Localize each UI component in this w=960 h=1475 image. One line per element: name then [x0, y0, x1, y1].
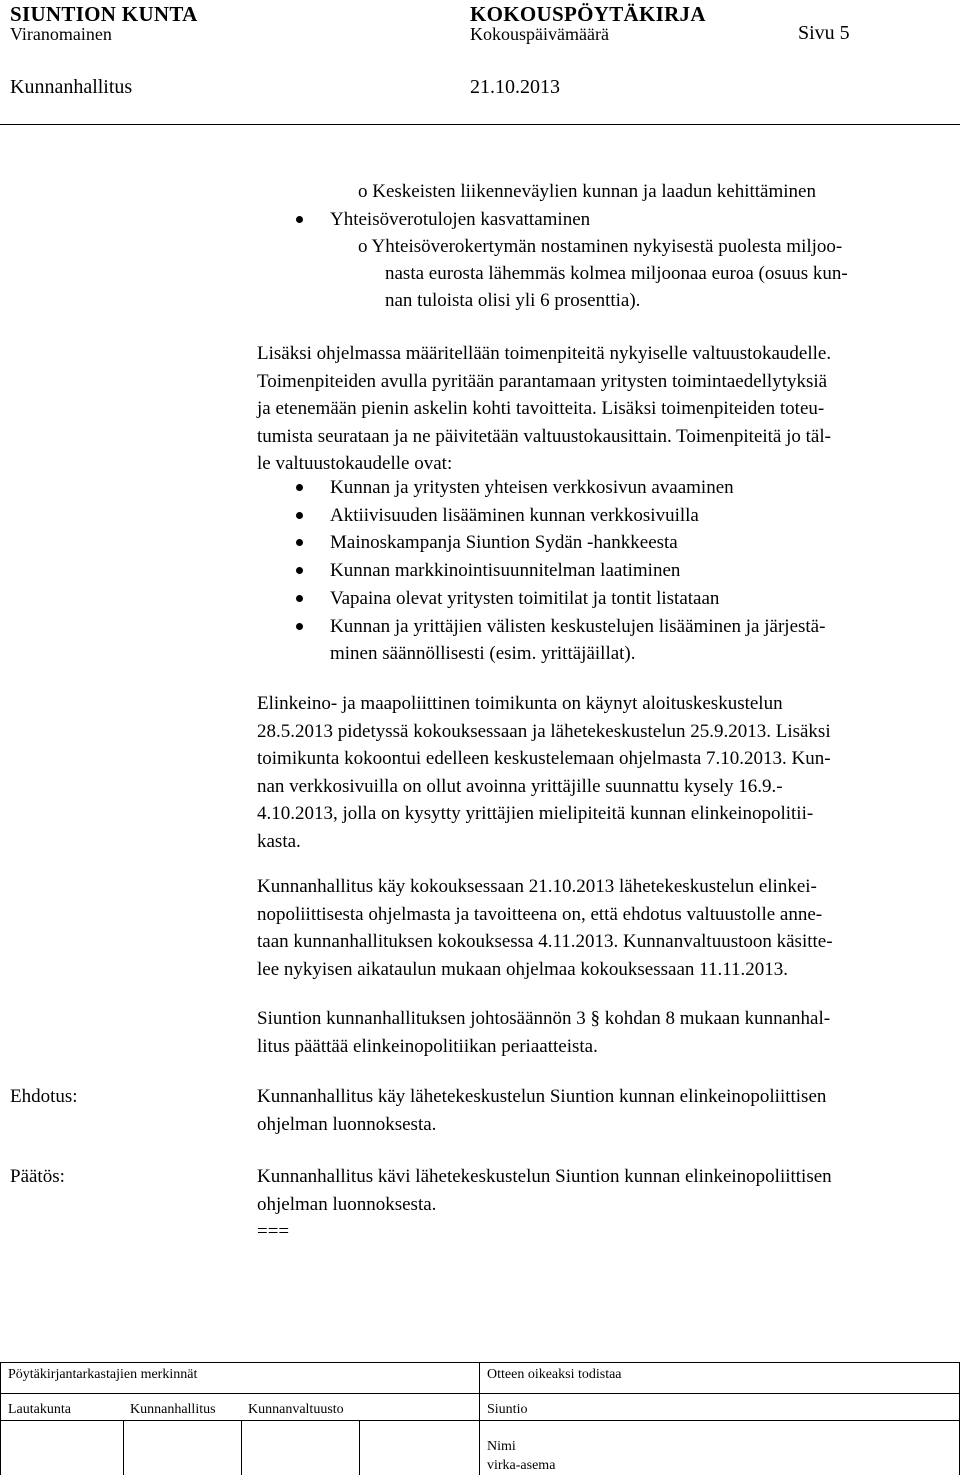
authority: Kunnanhallitus — [10, 76, 133, 98]
bullet-icon — [296, 512, 303, 519]
authority-label: Viranomainen — [10, 24, 112, 44]
meeting-date: 21.10.2013 — [470, 76, 560, 98]
footer-position-label: virka-asema — [487, 1458, 556, 1473]
text-line: toimikunta kokoontui edelleen keskustelemaan ohjelmasta 7.10.2013. Kun- — [257, 748, 831, 769]
bullet-icon — [296, 567, 303, 574]
text-line: 28.5.2013 pidetyssä kokouksessaan ja lähetekeskustelun 25.9.2013. Lisäksi — [257, 720, 831, 742]
bullet-icon — [296, 623, 303, 630]
action-text: Aktiivisuuden lisääminen kunnan verkkosivuilla — [330, 505, 699, 526]
text-line: 4.10.2013, jolla on kysytty yrittäjien mielipiteitä kunnan elinkeinopolitii- — [257, 803, 814, 824]
document-type: KOKOUSPÖYTÄKIRJA — [470, 2, 706, 26]
text-line: Elinkeino- ja maapoliittinen toimikunta on käynyt aloituskeskustelun — [257, 693, 783, 714]
footer-divider — [241, 1420, 242, 1475]
action-text: Kunnan ja yritysten yhteisen verkkosivun avaaminen — [330, 477, 734, 498]
proposal-text — [257, 1083, 947, 1138]
footer-border-left — [0, 1362, 1, 1475]
checkers-label: Pöytäkirjantarkastajien merkinnät — [8, 1367, 198, 1382]
footer-place: Siuntio — [487, 1402, 528, 1417]
sub-item-tax-line-2: nasta eurosta lähemmäs kolmea miljoonaa euroa (osuus kun- — [385, 263, 848, 284]
decision-label: Päätös: — [10, 1166, 65, 1187]
end-mark: === — [257, 1221, 290, 1242]
proposal-label: Ehdotus: — [10, 1086, 78, 1107]
text-line: Kunnanhallitus käy lähetekeskustelun Siuntion kunnan elinkeinopoliittisen — [257, 1086, 827, 1107]
text-line: kasta. — [257, 830, 301, 852]
header-divider — [0, 124, 960, 125]
sub-item-tax-line-1: o Yhteisöverokertymän nostaminen nykyisestä puolesta miljoo- — [358, 236, 843, 257]
text-line: tumista seurataan ja ne päivitetään valtuustokausittain. Toimenpiteitä jo täl- — [257, 425, 831, 447]
bullet-icon — [296, 539, 303, 546]
text-line: litus päättää elinkeinopolitiikan periaatteista. — [257, 1035, 598, 1057]
bullet-icon — [296, 484, 303, 491]
text-line: lee nykyisen aikataulun mukaan ohjelmaa kokouksessaan 11.11.2013. — [257, 958, 788, 980]
sub-item-roads: o Keskeisten liikenneväylien kunnan ja laadun kehittäminen — [358, 181, 816, 202]
text-line: ja etenemään pienin askelin kohti tavoitteita. Lisäksi toimenpiteiden toteu- — [257, 398, 825, 419]
action-text-continued: minen säännöllisesti (esim. yrittäjäillat). — [330, 643, 636, 664]
footer-row-line — [0, 1420, 960, 1421]
sub-item-tax-line-3: nan tuloista olisi yli 6 prosenttia). — [385, 290, 641, 311]
paragraph-committee — [257, 690, 947, 855]
text-line: nopoliittisesta ohjelmasta ja tavoitteena on, että ehdotus valtuustolle anne- — [257, 903, 823, 925]
action-text: Mainoskampanja Siuntion Sydän -hankkeesta — [330, 532, 678, 553]
text-line: Toimenpiteiden avulla pyritään parantamaan yritysten toimintaedellytyksiä — [257, 370, 828, 392]
municipality-name: SIUNTION KUNTA — [10, 2, 198, 26]
meeting-date-label: Kokouspäivämäärä — [470, 24, 609, 44]
footer-divider — [479, 1362, 480, 1475]
bullet-icon — [296, 216, 303, 223]
text-line: ohjelman luonnoksesta. — [257, 1193, 437, 1215]
bullet-text: Yhteisöverotulojen kasvattaminen — [330, 209, 591, 230]
text-line: taan kunnanhallituksen kokouksessa 4.11.2013. Kunnanvaltuustoon käsitte- — [257, 931, 833, 952]
text-line: ohjelman luonnoksesta. — [257, 1113, 437, 1135]
footer-divider — [123, 1420, 124, 1475]
footer-divider — [359, 1420, 360, 1475]
paragraph-measures — [257, 340, 947, 478]
footer-mid-line — [0, 1393, 960, 1394]
text-line: Siuntion kunnanhallituksen johtosäännön 3 § kohdan 8 mukaan kunnanhal- — [257, 1008, 831, 1029]
text-line: nan verkkosivuilla on ollut avoinna yrittäjille suunnattu kysely 16.9.- — [257, 775, 783, 797]
footer-col-council: Kunnanvaltuusto — [248, 1402, 344, 1417]
text-line: Kunnanhallitus käy kokouksessaan 21.10.2013 lähetekeskustelun elinkei- — [257, 876, 817, 897]
footer-col-municipal-board: Kunnanhallitus — [130, 1402, 216, 1417]
action-text: Kunnan markkinointisuunnitelman laatiminen — [330, 560, 681, 581]
paragraph-regulation — [257, 1005, 947, 1060]
action-text: Kunnan ja yrittäjien välisten keskustelujen lisääminen ja järjestä- — [330, 616, 826, 637]
footer-col-board: Lautakunta — [8, 1402, 71, 1417]
text-line: Lisäksi ohjelmassa määritellään toimenpiteitä nykyiselle valtuustokaudelle. — [257, 343, 832, 364]
footer-top-line — [0, 1362, 960, 1363]
footer-name-label: Nimi — [487, 1439, 516, 1454]
page-number: Sivu 5 — [798, 22, 850, 44]
bullet-icon — [296, 595, 303, 602]
action-text: Vapaina olevat yritysten toimitilat ja tontit listataan — [330, 588, 720, 609]
text-line: le valtuustokaudelle ovat: — [257, 453, 453, 474]
true-copy-label: Otteen oikeaksi todistaa — [487, 1367, 622, 1382]
text-line: Kunnanhallitus kävi lähetekeskustelun Siuntion kunnan elinkeinopoliittisen — [257, 1166, 832, 1187]
decision-text — [257, 1163, 947, 1246]
paragraph-schedule — [257, 873, 947, 983]
